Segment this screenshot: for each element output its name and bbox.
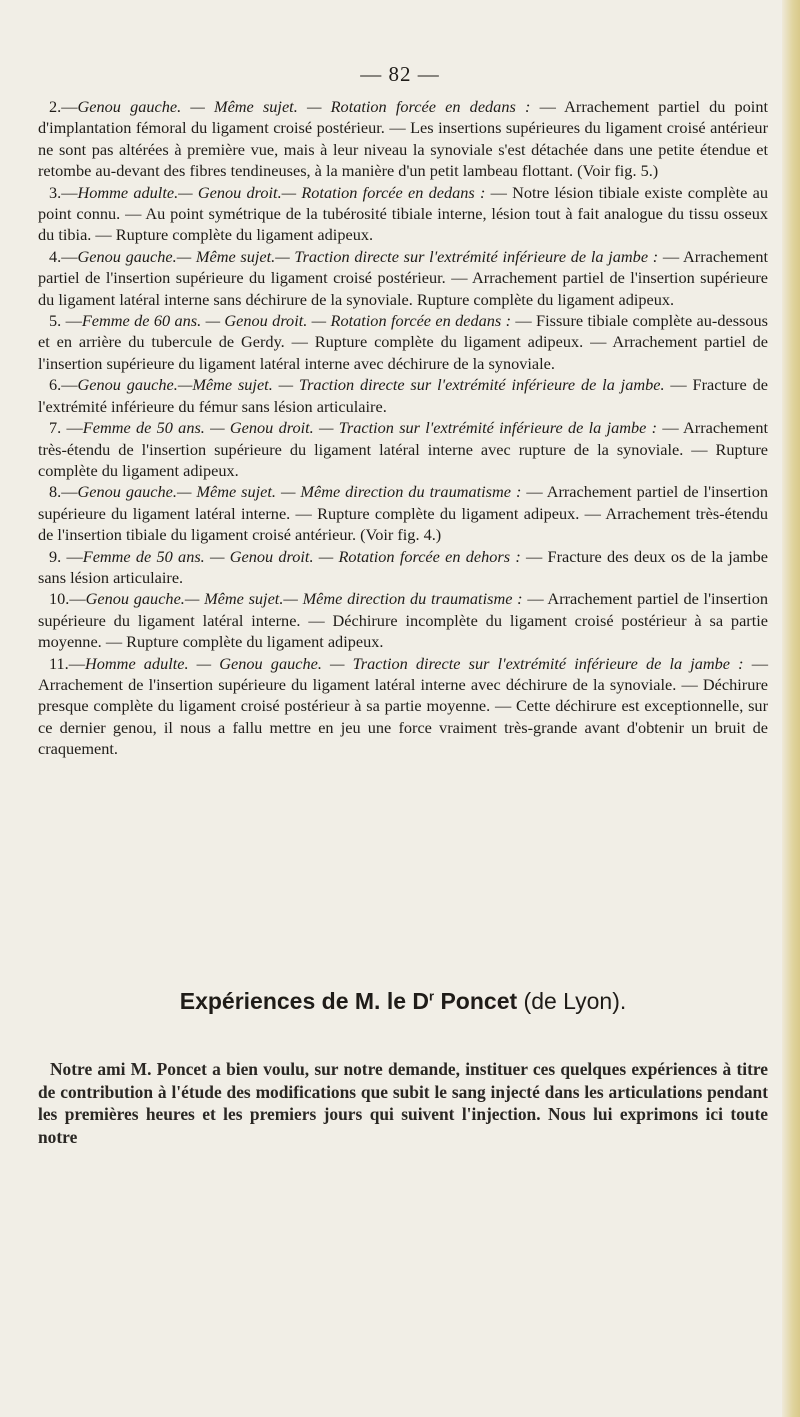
- section-title-sup: r: [429, 988, 435, 1004]
- entry-6: [38, 374, 768, 417]
- entry-number: 2.—: [49, 97, 78, 116]
- page-number: — 82 —: [360, 62, 440, 86]
- section-title: [38, 988, 768, 1015]
- entry-5: [38, 310, 768, 374]
- entry-heading: Femme de 50 ans. — Genou droit. — Rotation forcée en dehors :: [82, 546, 521, 566]
- section-title-place: (de Lyon).: [517, 988, 627, 1014]
- entry-7: [38, 417, 768, 481]
- entry-text: — Fissure tibiale complète au-dessous et en arrière du tubercule de Gerdy. — Rupture complète du ligament adipeux. — Arrachement partiel de l'insertion supérieure du ligament latéral interne avec déchirure de la synoviale.: [38, 311, 768, 373]
- entry-text: — Fracture des deux os de la jambe sans lésion articulaire.: [38, 546, 768, 587]
- entry-heading: Femme de 50 ans. — Genou droit. — Traction sur l'extrémité inférieure de la jambe :: [82, 418, 658, 438]
- entry-heading: Genou gauche.— Même sujet.— Même direction du traumatisme :: [85, 589, 523, 609]
- entry-10: [38, 588, 768, 652]
- entry-heading: Genou gauche. — Même sujet. — Rotation forcée en dedans :: [77, 97, 531, 116]
- section-title-name: Poncet: [434, 988, 518, 1014]
- entry-number: 9. —: [49, 546, 83, 566]
- intro-paragraph: Notre ami M. Poncet a bien voulu, sur notre demande, instituer ces quelques expériences à titre de contribution à l'étude des modifications que subit le sang injecté dans les articulations pendant les premières heures et les premiers jours qui suivent l'injection. Nous lui exprimons ici toute notre: [38, 1059, 768, 1147]
- entry-number: 8.—: [49, 482, 78, 502]
- section-title-main: Expériences de M. le D: [179, 988, 430, 1014]
- entry-number: 10.—: [49, 589, 86, 609]
- entry-text: — Arrachement partiel de l'insertion supérieure du ligament latéral interne. — Déchirure incomplète du ligament croisé postérieur à sa partie moyenne. — Rupture complète du ligament adipeux.: [38, 589, 768, 652]
- entry-8: [38, 481, 768, 545]
- entry-number: 11.—: [49, 653, 86, 673]
- entry-9: [38, 546, 768, 589]
- entry-number: 7. —: [49, 418, 83, 438]
- entry-heading: Genou gauche.— Même sujet.— Traction directe sur l'extrémité inférieure de la jambe :: [77, 246, 659, 266]
- section-intro: [38, 1058, 768, 1148]
- entry-text: — Notre lésion tibiale existe complète au point connu. — Au point symétrique de la tubérosité tibiale interne, lésion tout à fait analogue du tissu osseux du tibia. — Rupture complète du ligament adipeux.: [38, 182, 768, 245]
- entry-text: — Arrachement de l'insertion supérieure du ligament latéral interne avec déchirure de la synoviale. — Déchirure presque complète du ligament croisé postérieur à sa partie moyenne. — Cette déchirure est exceptionnelle, sur ce dernier genou, il nous a fallu mettre en jeu une force vraiment très-grande avant d'obtenir un bruit de craquement.: [38, 653, 768, 759]
- entry-number: 4.—: [49, 246, 78, 266]
- entry-heading: Homme adulte. — Genou gauche. — Traction directe sur l'extrémité inférieure de la jambe :: [85, 653, 744, 673]
- page-edge: [782, 0, 800, 1417]
- entries-list: [38, 96, 768, 760]
- entry-text: — Fracture de l'extrémité inférieure du fémur sans lésion articulaire.: [38, 375, 768, 416]
- entry-4: [38, 246, 768, 310]
- entry-11: [38, 653, 768, 760]
- entry-number: 6.—: [49, 375, 78, 395]
- entry-number: 3.—: [49, 182, 78, 202]
- entry-3: [38, 182, 768, 246]
- entry-number: 5. —: [49, 311, 82, 331]
- entry-heading: Genou gauche.—Même sujet. — Traction directe sur l'extrémité inférieure de la jambe.: [77, 375, 665, 395]
- entry-text: — Arrachement très-étendu de l'insertion supérieure du ligament latéral interne avec rupture de la synoviale. — Rupture complète du ligament adipeux.: [38, 418, 769, 480]
- entry-heading: Genou gauche.— Même sujet. — Même direction du traumatisme :: [77, 482, 522, 502]
- entry-heading: Homme adulte.— Genou droit.— Rotation forcée en dedans :: [77, 182, 486, 202]
- entry-2: [38, 96, 768, 182]
- entry-text: — Arrachement partiel du point d'implantation fémoral du ligament croisé postérieur. — Les insertions supérieures du ligament croisé antérieur ne sont pas altérées à première vue, mais à leur niveau la synoviale s'est détachée dans une petite étendue et retombe au-devant des fibres tendineuses, à la manière d'un petit lambeau flottant. (Voir fig. 5.): [38, 97, 768, 181]
- entry-text: — Arrachement partiel de l'insertion supérieure du ligament croisé postérieur. — Arrachement partiel de l'insertion supérieure du ligament latéral interne sans déchirure de la synoviale. Rupture complète du ligament adipeux.: [38, 246, 769, 309]
- entry-text: — Arrachement partiel de l'insertion supérieure du ligament latéral interne. — Rupture complète du ligament adipeux. — Arrachement très-étendu de l'insertion tibiale du ligament croisé antérieur. (Voir fig. 4.): [38, 482, 768, 545]
- entry-heading: Femme de 60 ans. — Genou droit. — Rotation forcée en dedans :: [81, 311, 512, 331]
